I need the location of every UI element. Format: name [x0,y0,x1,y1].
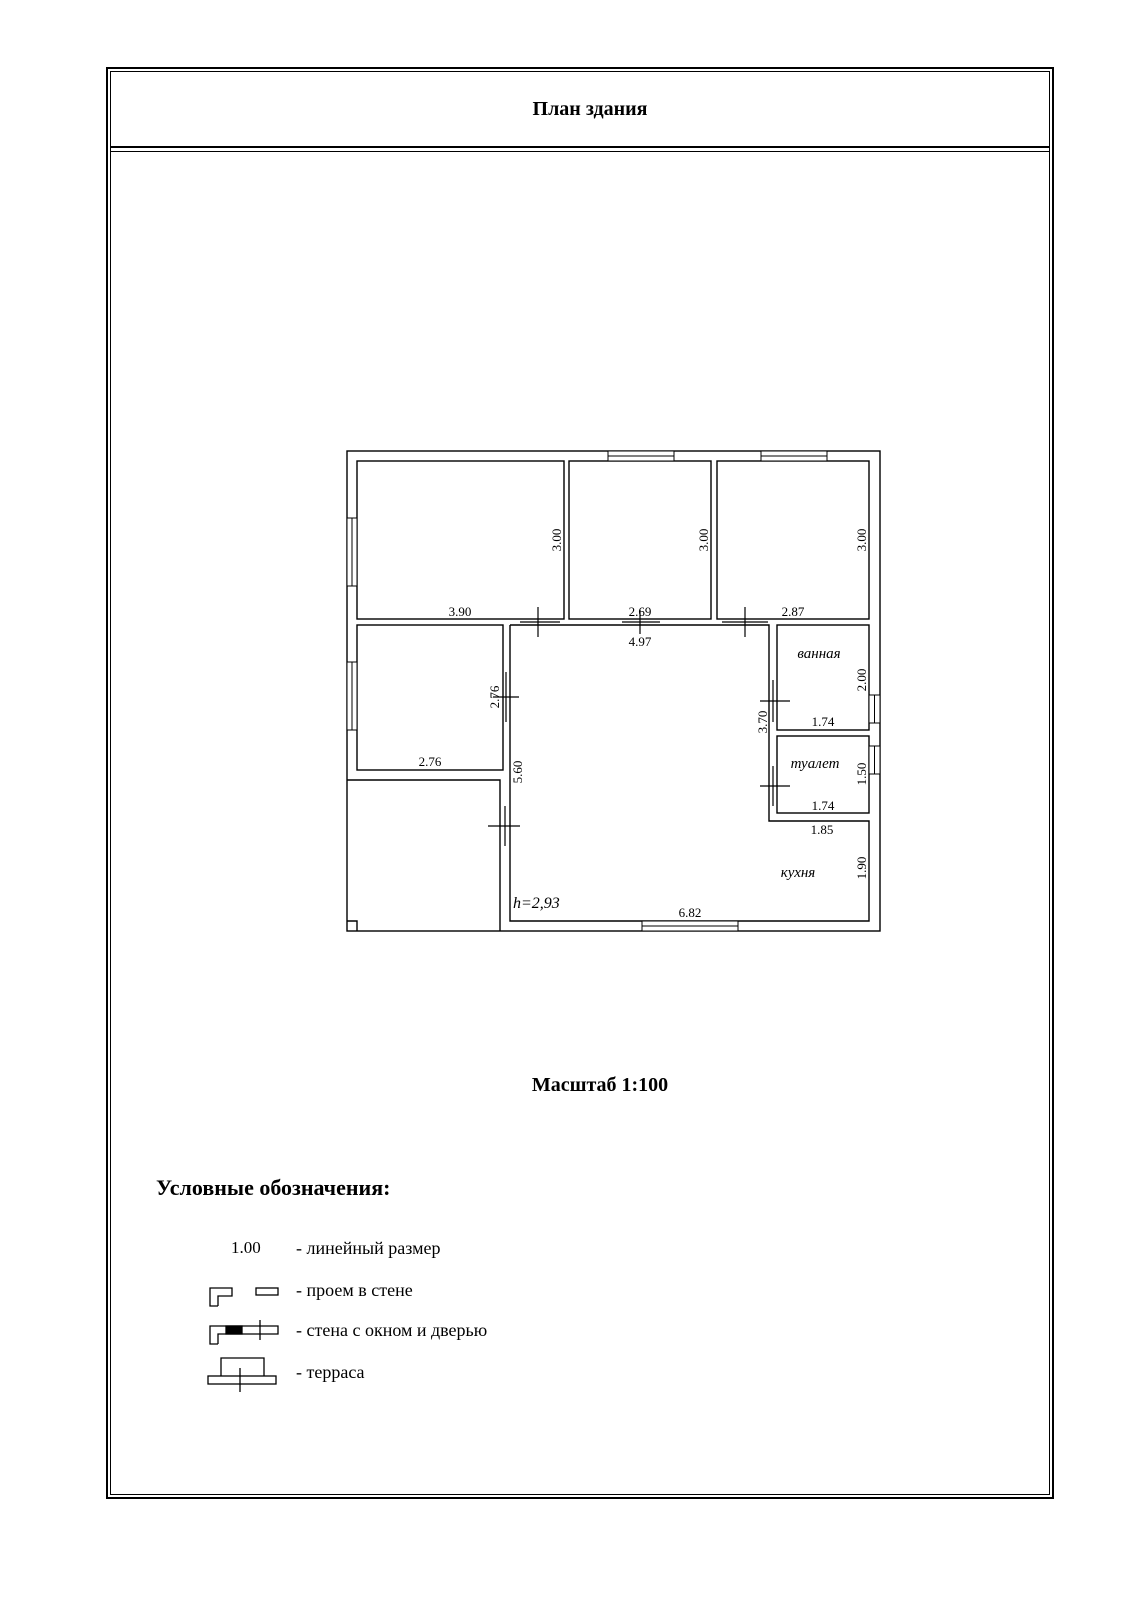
dim-toilet-width: 1.74 [811,798,835,813]
opening-icon [256,1288,278,1295]
dim-room3-width: 2.87 [781,604,805,619]
scale-label: Масштаб 1:100 [531,1074,669,1096]
dim-room1-width: 3.90 [448,604,472,619]
room-label-toilet: туалет [790,756,840,772]
legend-item-opening: - проем в стене [296,1280,413,1300]
dim-main-top: 4.97 [628,634,652,649]
dim-bath-width: 1.74 [811,714,835,729]
dim-room1-height: 3.00 [549,528,564,552]
dim-toilet-height: 1.50 [854,762,869,786]
dim-room4-height: 2.76 [487,685,502,709]
dim-main-right: 3.70 [755,710,770,734]
dim-room2-height: 3.00 [696,528,711,552]
window-icon [226,1326,242,1334]
legend-heading: Условные обозначения: [156,1175,391,1200]
legend-item-dimension: - линейный размер [296,1238,441,1258]
wall-window-door-icon [210,1326,278,1344]
dim-bath-height: 2.00 [854,668,869,692]
page-title: План здания [532,98,648,120]
legend-item-terrace: - терраса [296,1362,365,1382]
dim-room4-width: 2.76 [418,754,442,769]
wall-corner-icon [210,1288,232,1306]
room-label-bathroom: ванная [797,646,841,662]
dim-main-left: 5.60 [510,760,525,784]
dim-main-bottom: 6.82 [678,905,702,920]
legend-item-window-door: - стена с окном и дверью [296,1320,488,1340]
legend-sample-dimension: 1.00 [231,1238,261,1257]
dim-room3-height: 3.00 [854,528,869,552]
dim-kitchen-width: 1.85 [810,822,834,837]
dim-room2-width: 2.69 [628,604,652,619]
dim-kitchen-height: 1.90 [854,856,869,880]
ceiling-height-note: h=2,93 [513,895,560,912]
room-label-kitchen: кухня [780,865,816,881]
terrace-icon [221,1358,264,1376]
